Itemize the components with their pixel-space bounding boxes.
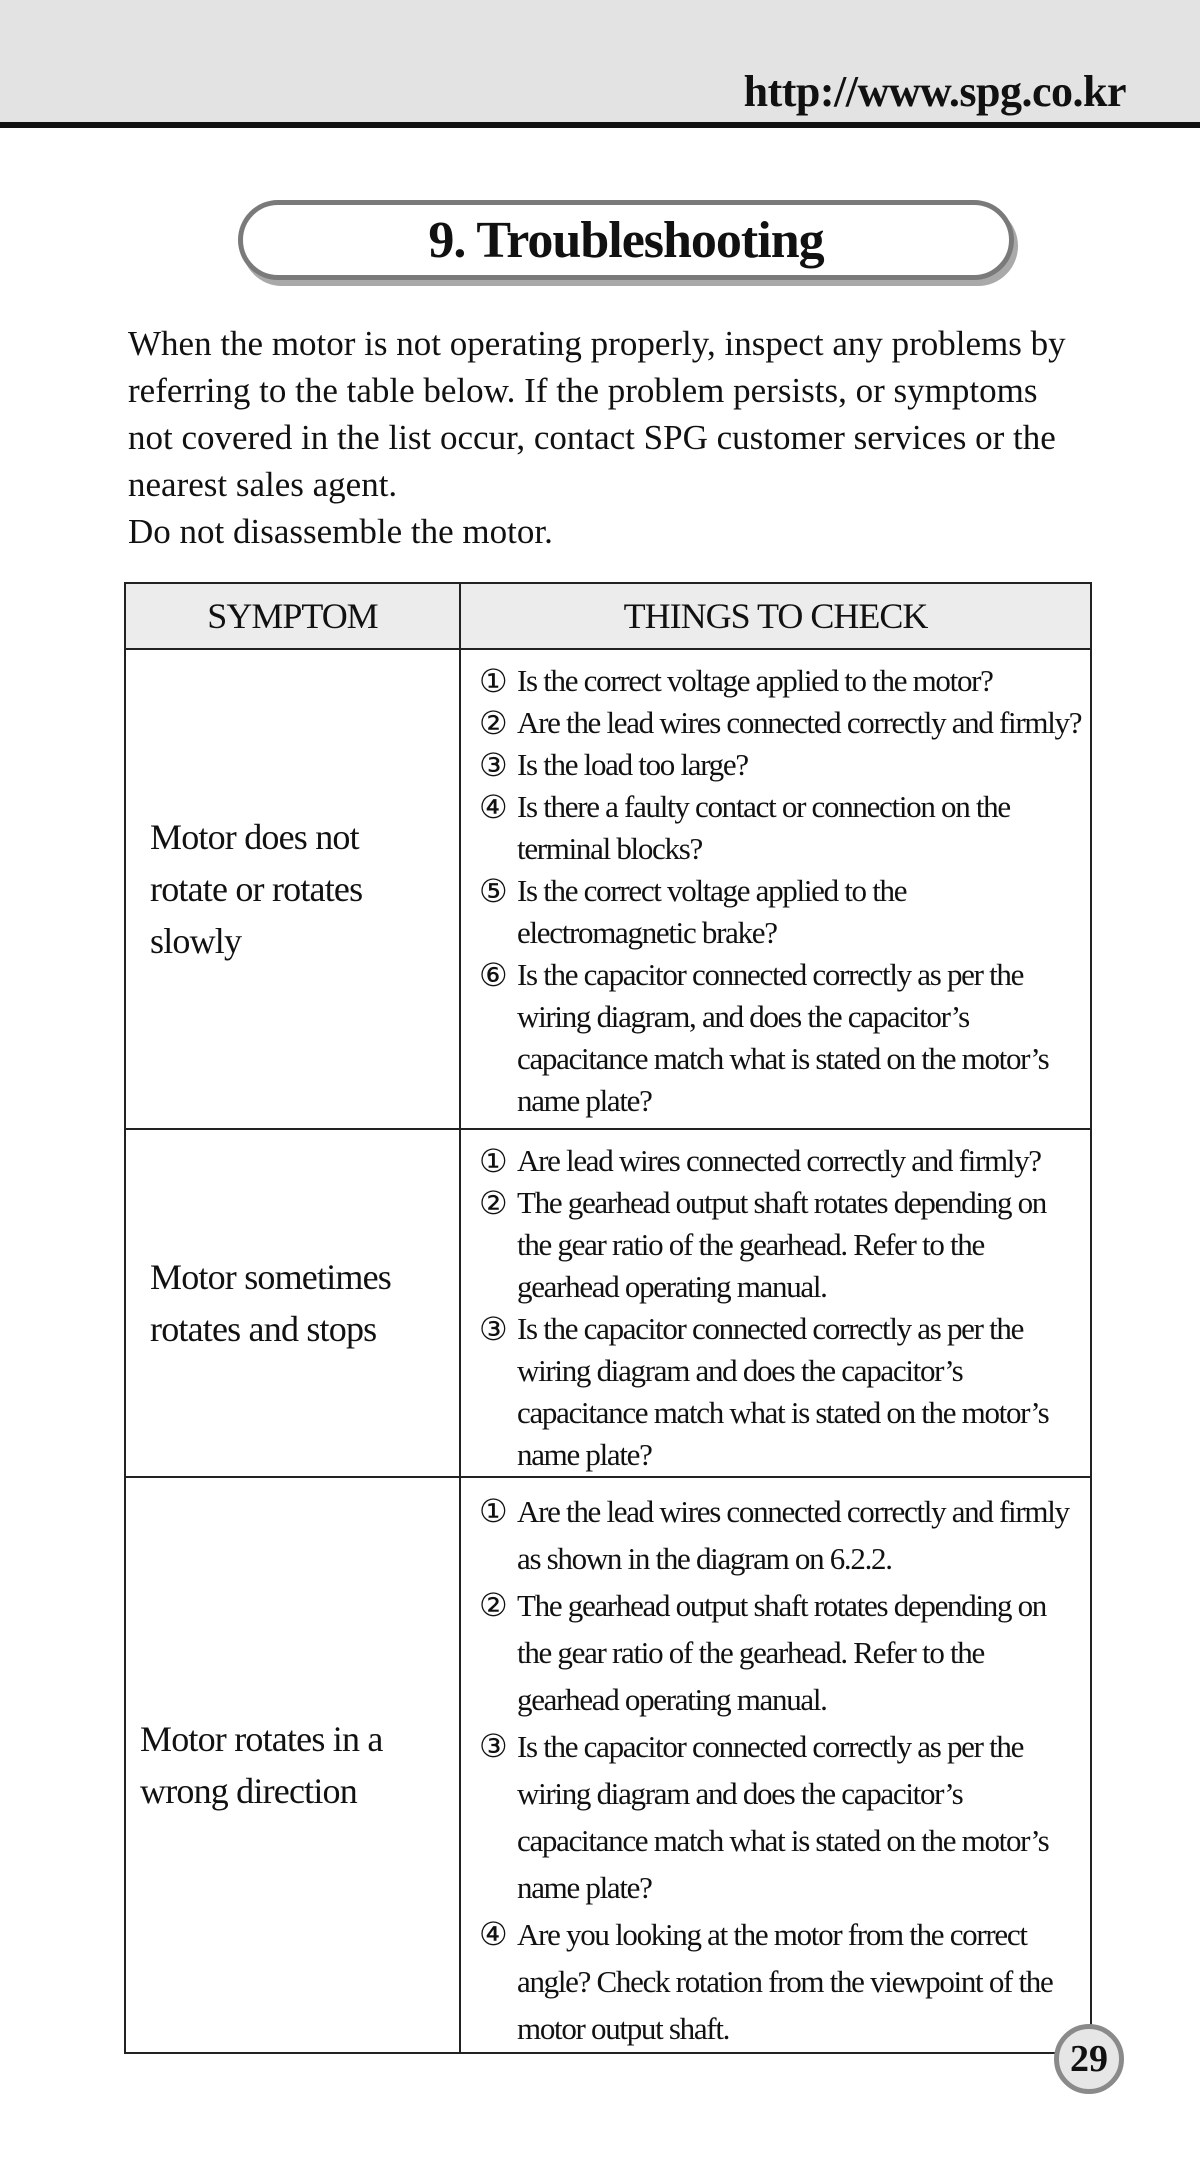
checks-cell (460, 1477, 1091, 2053)
header-url: http://www.spg.co.kr (743, 67, 1126, 116)
check-text: Is the load too large? (517, 747, 748, 782)
check-item (479, 660, 1082, 702)
symptom-cell: Motor does not rotate or rotates slowly (125, 649, 460, 1129)
check-number: ③ (479, 1728, 507, 1764)
check-text: Is the capacitor connected correctly as per the wiring diagram, and does the capacitor’s capacitance match what is stated on the motor’s name plate? (517, 957, 1049, 1118)
check-number: ③ (479, 1311, 507, 1347)
check-text: Is the correct voltage applied to the motor? (517, 663, 993, 698)
check-number: ④ (479, 789, 507, 825)
section-title: 9. Troubleshooting (428, 211, 824, 269)
check-number: ① (479, 1493, 507, 1529)
check-number: ① (479, 663, 507, 699)
section-title-box (238, 200, 1014, 280)
check-item (479, 1182, 1082, 1308)
check-number: ① (479, 1143, 507, 1179)
checks-cell (460, 649, 1091, 1129)
check-number: ② (479, 1185, 507, 1221)
check-text: Are the lead wires connected correctly and firmly as shown in the diagram on 6.2.2. (517, 1494, 1069, 1576)
check-number: ④ (479, 1916, 507, 1952)
check-item (479, 702, 1082, 744)
symptom-cell: Motor rotates in a wrong direction (125, 1477, 460, 2053)
check-text: Are you looking at the motor from the correct angle? Check rotation from the viewpoint of the motor output shaft. (517, 1917, 1053, 2046)
symptom-header: SYMPTOM (125, 583, 460, 649)
check-text: Is there a faulty contact or connection on the terminal blocks? (517, 789, 1010, 866)
check-item (479, 870, 1082, 954)
troubleshooting-table (124, 582, 1092, 2054)
check-text: Are the lead wires connected correctly and firmly? (517, 705, 1082, 740)
check-item (479, 744, 1082, 786)
check-number: ② (479, 705, 507, 741)
check-item (479, 1308, 1082, 1476)
check-item (479, 954, 1082, 1122)
check-number: ⑥ (479, 957, 507, 993)
intro-paragraph: When the motor is not operating properly, inspect any problems by referring to the table below. If the problem persists, or symptoms not covered in the list occur, contact SPG customer services or the nearest sales agent. (128, 324, 1066, 504)
check-item (479, 1911, 1082, 2052)
check-text: Is the correct voltage applied to the electromagnetic brake? (517, 873, 907, 950)
check-item (479, 1488, 1082, 1582)
check-list (479, 660, 1082, 1122)
check-number: ⑤ (479, 873, 507, 909)
page-number: 29 (1070, 2038, 1108, 2080)
check-text: Is the capacitor connected correctly as per the wiring diagram and does the capacitor’s capacitance match what is stated on the motor’s name plate? (517, 1311, 1049, 1472)
check-text: The gearhead output shaft rotates depending on the gear ratio of the gearhead. Refer to the gearhead operating manual. (517, 1185, 1047, 1304)
table-row (125, 1477, 1091, 2053)
intro-text (128, 320, 1088, 555)
table-row (125, 649, 1091, 1129)
symptom-cell: Motor sometimes rotates and stops (125, 1129, 460, 1477)
check-item (479, 1723, 1082, 1911)
check-text: The gearhead output shaft rotates depending on the gear ratio of the gearhead. Refer to the gearhead operating manual. (517, 1588, 1047, 1717)
check-item (479, 786, 1082, 870)
checks-cell (460, 1129, 1091, 1477)
check-text: Is the capacitor connected correctly as per the wiring diagram and does the capacitor’s capacitance match what is stated on the motor’s name plate? (517, 1729, 1049, 1905)
check-text: Are lead wires connected correctly and firmly? (517, 1143, 1041, 1178)
check-number: ② (479, 1587, 507, 1623)
table-row (125, 1129, 1091, 1477)
table-header-row (125, 583, 1091, 649)
check-number: ③ (479, 747, 507, 783)
page-number-badge (1054, 2024, 1124, 2094)
things-to-check-header: THINGS TO CHECK (460, 583, 1091, 649)
check-item (479, 1140, 1082, 1182)
check-list (479, 1488, 1082, 2052)
intro-warning: Do not disassemble the motor. (128, 512, 553, 551)
check-list (479, 1140, 1082, 1476)
header-band (0, 0, 1200, 128)
check-item (479, 1582, 1082, 1723)
